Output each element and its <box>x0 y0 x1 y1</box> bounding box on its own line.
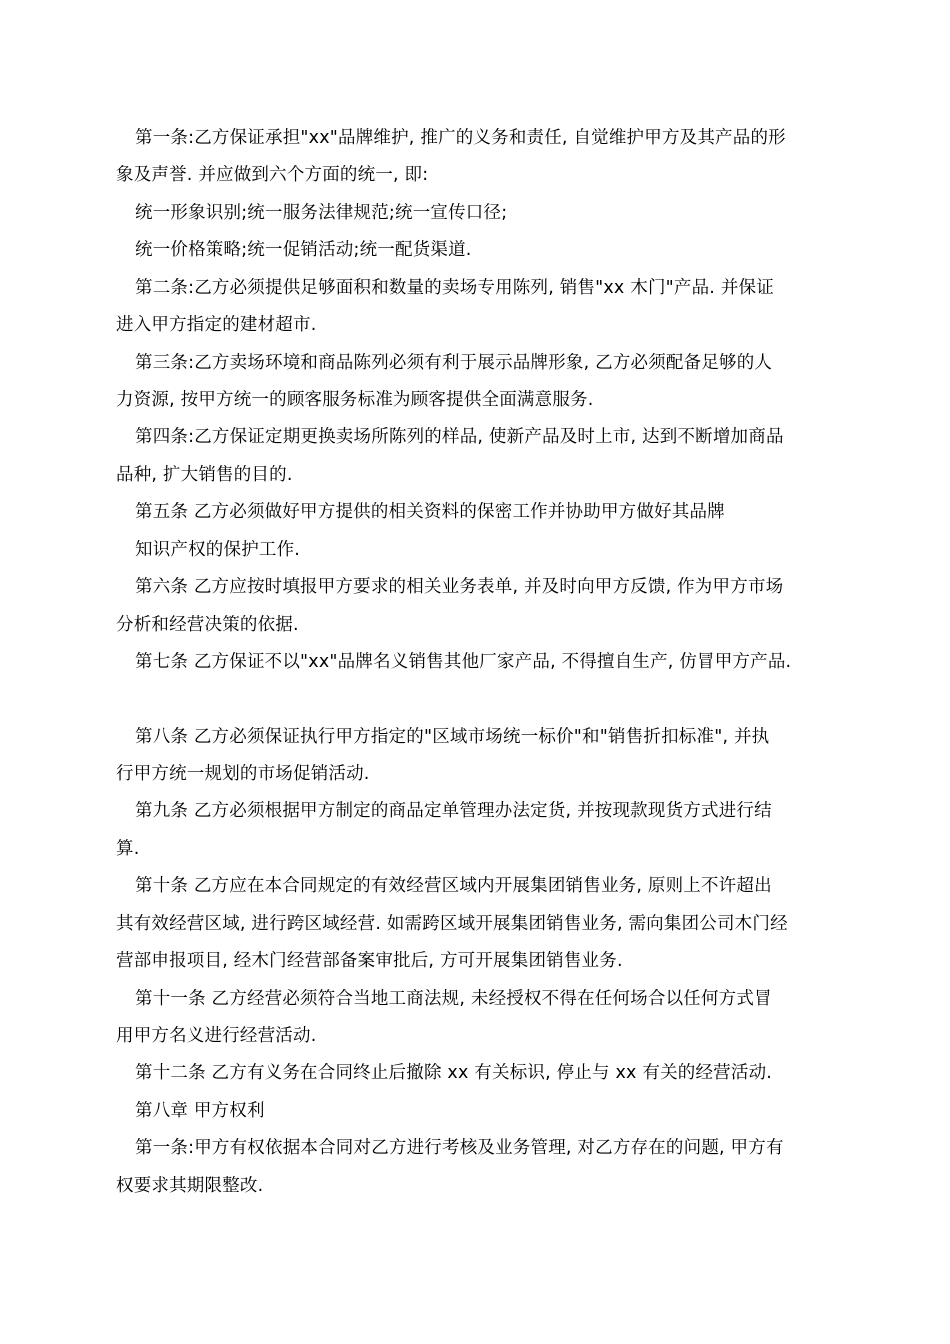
article-11-line-2: 用甲方名义进行经营活动. <box>116 1026 317 1046</box>
article-10-line-1: 第十条 乙方应在本合同规定的有效经营区域内开展集团销售业务, 原则上不许超出 <box>135 876 772 896</box>
article-6-line-2: 分析和经营决策的依据. <box>116 615 299 635</box>
article-4-line-2: 品种, 扩大销售的目的. <box>116 465 293 485</box>
article-8-line-2: 行甲方统一规划的市场促销活动. <box>116 764 370 784</box>
unified-items-line-1: 统一形象识别;统一服务法律规范;统一宣传口径; <box>135 203 508 223</box>
article-3-line-2: 力资源, 按甲方统一的顾客服务标准为顾客提供全面满意服务. <box>116 390 594 410</box>
article-7-line-1: 第七条 乙方保证不以"xx"品牌名义销售其他厂家产品, 不得擅自生产, 仿冒甲方产品. <box>135 652 792 672</box>
chapter-8-article-1-line-2: 权要求其期限整改. <box>116 1176 264 1196</box>
article-9-line-1: 第九条 乙方必须根据甲方制定的商品定单管理办法定货, 并按现款现货方式进行结 <box>135 801 772 821</box>
chapter-8-heading: 第八章 甲方权利 <box>135 1101 265 1121</box>
article-2-line-2: 进入甲方指定的建材超市. <box>116 315 317 335</box>
article-5-line-2: 知识产权的保护工作. <box>135 540 301 560</box>
chapter-8-article-1-line-1: 第一条:甲方有权依据本合同对乙方进行考核及业务管理, 对乙方存在的问题, 甲方有 <box>135 1138 784 1158</box>
article-9-line-2: 算. <box>116 839 140 859</box>
article-11-line-1: 第十一条 乙方经营必须符合当地工商法规, 未经授权不得在任何场合以任何方式冒 <box>135 989 772 1009</box>
article-8-line-1: 第八条 乙方必须保证执行甲方指定的"区域市场统一标价"和"销售折扣标准", 并执 <box>135 727 770 747</box>
article-3-line-1: 第三条:乙方卖场环境和商品陈列必须有利于展示品牌形象, 乙方必须配备足够的人 <box>135 353 773 373</box>
article-1-line-1: 第一条:乙方保证承担"xx"品牌维护, 推广的义务和责任, 自觉维护甲方及其产品的形 <box>135 128 786 148</box>
article-1-line-2: 象及声誉. 并应做到六个方面的统一, 即: <box>116 165 429 185</box>
article-10-line-3: 营部申报项目, 经木门经营部备案审批后, 方可开展集团销售业务. <box>116 951 623 971</box>
article-4-line-1: 第四条:乙方保证定期更换卖场所陈列的样品, 使新产品及时上市, 达到不断增加商品 <box>135 427 784 447</box>
article-10-line-2: 其有效经营区域, 进行跨区域经营. 如需跨区域开展集团销售业务, 需向集团公司木门经 <box>116 914 788 934</box>
unified-items-line-2: 统一价格策略;统一促销活动;统一配货渠道. <box>135 240 472 260</box>
article-12-line-1: 第十二条 乙方有义务在合同终止后撤除 xx 有关标识, 停止与 xx 有关的经营活动. <box>135 1063 773 1083</box>
article-2-line-1: 第二条:乙方必须提供足够面积和数量的卖场专用陈列, 销售"xx 木门"产品. 并保证 <box>135 278 774 298</box>
article-6-line-1: 第六条 乙方应按时填报甲方要求的相关业务表单, 并及时向甲方反馈, 作为甲方市场 <box>135 577 784 597</box>
article-5-line-1: 第五条 乙方必须做好甲方提供的相关资料的保密工作并协助甲方做好其品牌 <box>135 502 725 522</box>
